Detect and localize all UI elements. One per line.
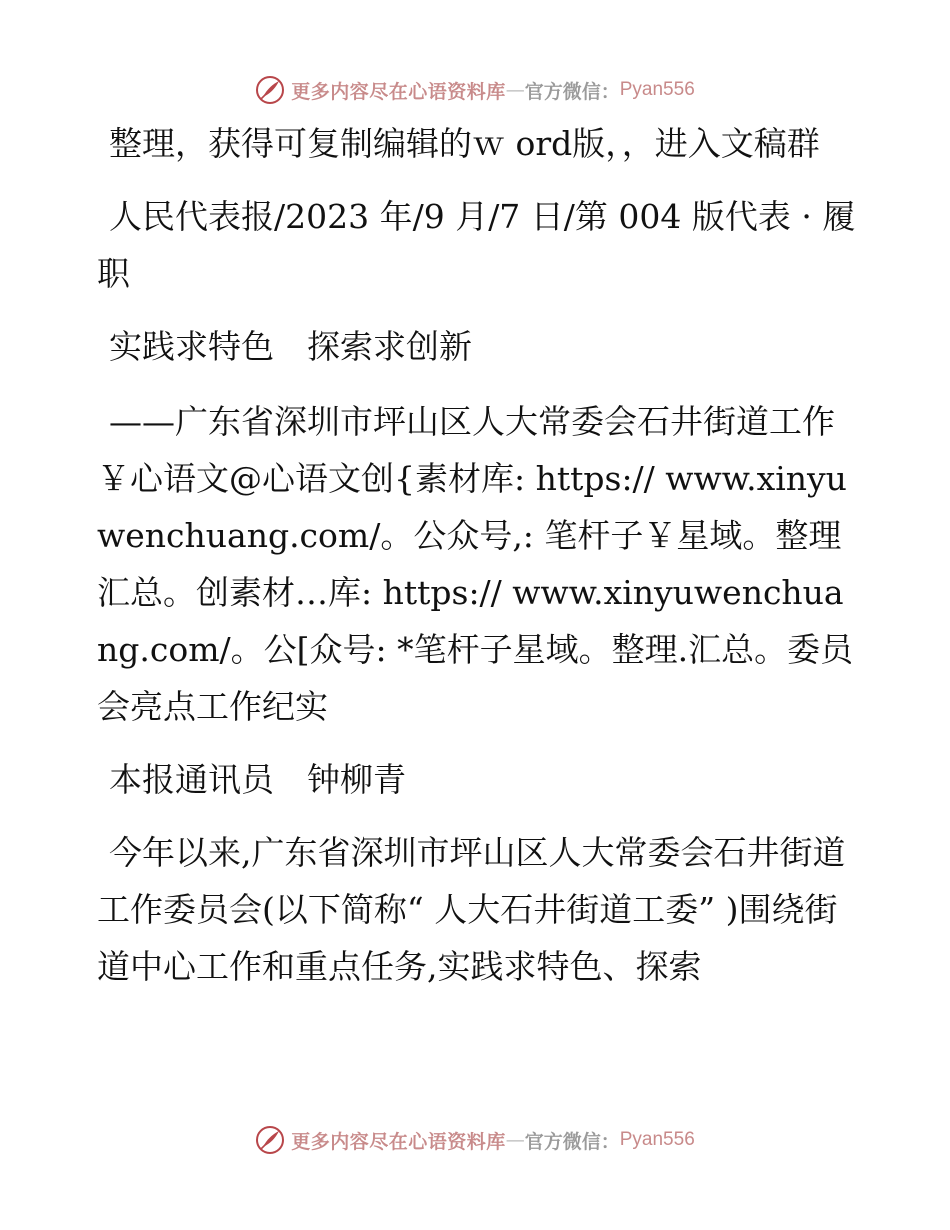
article-subtitle: ——广东省深圳市坪山区人大常委会石井街道工作￥心语文@心语文创{素材库: https:// www.xinyuwenchuang.com/。公众号,: 笔杆子￥星域。整理汇总。创素材…库: https:// www.xinyuwenchuang.com/。公[众号: *笔杆子星域。整理.汇总。委员会亮点工作纪实 bbox=[97, 402, 854, 726]
quill-logo-icon bbox=[255, 75, 285, 105]
quill-logo-icon bbox=[255, 1125, 285, 1155]
header-watermark bbox=[0, 70, 950, 110]
watermark-site-text: 更多内容尽在心语资料库 bbox=[291, 80, 506, 103]
intro-note: 整理，获得可复制编辑的ｗ ord版，，进入文稿群 bbox=[109, 124, 820, 163]
watermark-wechat-label: 官方微信： bbox=[524, 80, 620, 103]
watermark-wechat-id: Pyan556 bbox=[619, 1129, 695, 1150]
watermark-dash: — bbox=[505, 79, 525, 101]
watermark-wechat-label: 官方微信： bbox=[524, 1130, 620, 1153]
source-line: 人民代表报/2023 年/9 月/7 日/第 004 版代表 · 履职 bbox=[97, 197, 856, 293]
watermark-site-text: 更多内容尽在心语资料库 bbox=[291, 1130, 506, 1153]
watermark-wechat-id: Pyan556 bbox=[619, 79, 695, 100]
footer-watermark bbox=[0, 1120, 950, 1160]
watermark-dash: — bbox=[505, 1129, 525, 1151]
article-title: 实践求特色 探索求创新 bbox=[109, 327, 472, 366]
document-body bbox=[97, 115, 857, 1011]
byline: 本报通讯员 钟柳青 bbox=[109, 760, 406, 799]
body-paragraph: 今年以来,广东省深圳市坪山区人大常委会石井街道工作委员会(以下简称“ 人大石井街道工委” )围绕街道中心工作和重点任务,实践求特色、探索 bbox=[97, 833, 846, 986]
